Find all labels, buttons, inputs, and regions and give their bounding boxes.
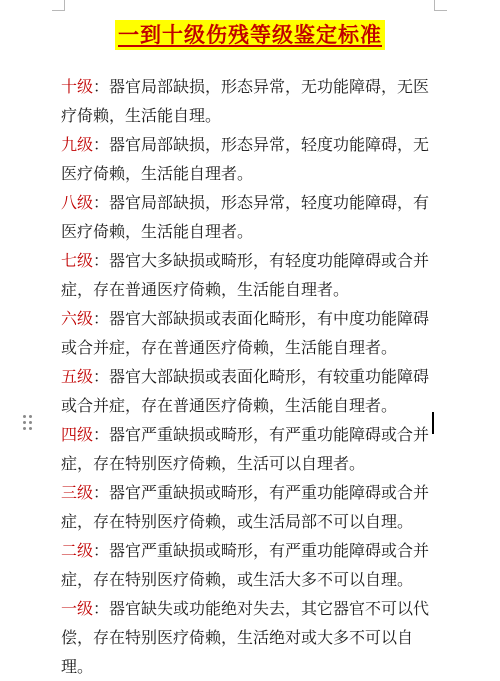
- entry-level-8[interactable]: [61, 188, 441, 246]
- document-title[interactable]: 一到十级伤残等级鉴定标准: [115, 20, 385, 50]
- entry-level-1[interactable]: [61, 594, 441, 681]
- level-label: 十级: [61, 77, 94, 96]
- separator: ：: [93, 599, 110, 618]
- level-label: 一级: [61, 599, 94, 618]
- page-margin-corner-right: [434, 0, 447, 11]
- entry-text: 器官严重缺损或畸形，有严重功能障碍或合并症，存在特别医疗倚赖，或生活局部不可以自理。: [61, 483, 430, 531]
- entry-text: 器官缺失或功能绝对失去，其它器官不可以代偿，存在特别医疗倚赖，生活绝对或大多不可以自理。: [61, 599, 430, 676]
- entry-text: 器官局部缺损，形态异常，轻度功能障碍，无医疗倚赖，生活能自理者。: [61, 135, 430, 183]
- separator: ：: [93, 483, 110, 502]
- separator: ：: [93, 77, 110, 96]
- level-label: 八级: [61, 193, 94, 212]
- level-label: 五级: [61, 367, 94, 386]
- separator: ：: [93, 251, 110, 270]
- document-body: [61, 72, 441, 681]
- entry-text: 器官局部缺损，形态异常，无功能障碍，无医疗倚赖，生活能自理。: [61, 77, 430, 125]
- entry-text: 器官大部缺损或表面化畸形，有中度功能障碍或合并症，存在普通医疗倚赖，生活能自理者。: [61, 309, 430, 357]
- entry-level-5[interactable]: [61, 362, 441, 420]
- separator: ：: [93, 193, 110, 212]
- level-label: 九级: [61, 135, 94, 154]
- separator: ：: [93, 367, 110, 386]
- separator: ：: [93, 135, 110, 154]
- level-label: 七级: [61, 251, 94, 270]
- entry-level-6[interactable]: [61, 304, 441, 362]
- entry-text: 器官大多缺损或畸形，有轻度功能障碍或合并症，存在普通医疗倚赖，生活能自理者。: [61, 251, 430, 299]
- entry-level-10[interactable]: [61, 72, 441, 130]
- entry-text: 器官大部缺损或表面化畸形，有较重功能障碍或合并症，存在普通医疗倚赖，生活能自理者。: [61, 367, 430, 415]
- entry-level-7[interactable]: [61, 246, 441, 304]
- entry-text: 器官局部缺损，形态异常，轻度功能障碍，有医疗倚赖，生活能自理者。: [61, 193, 430, 241]
- entry-text: 器官严重缺损或畸形，有严重功能障碍或合并症，存在特别医疗倚赖，或生活大多不可以自理。: [61, 541, 430, 589]
- title-container: [0, 0, 500, 66]
- level-label: 四级: [61, 425, 94, 444]
- block-drag-handle-icon[interactable]: [23, 415, 33, 431]
- entry-level-3[interactable]: [61, 478, 441, 536]
- entry-level-9[interactable]: [61, 130, 441, 188]
- entry-level-4[interactable]: [61, 420, 441, 478]
- page-margin-corner-left: [52, 0, 65, 11]
- level-label: 二级: [61, 541, 94, 560]
- level-label: 六级: [61, 309, 94, 328]
- entry-text: 器官严重缺损或畸形，有严重功能障碍或合并症，存在特别医疗倚赖，生活可以自理者。: [61, 425, 430, 473]
- separator: ：: [93, 309, 110, 328]
- entry-level-2[interactable]: [61, 536, 441, 594]
- separator: ：: [93, 425, 110, 444]
- separator: ：: [93, 541, 110, 560]
- level-label: 三级: [61, 483, 94, 502]
